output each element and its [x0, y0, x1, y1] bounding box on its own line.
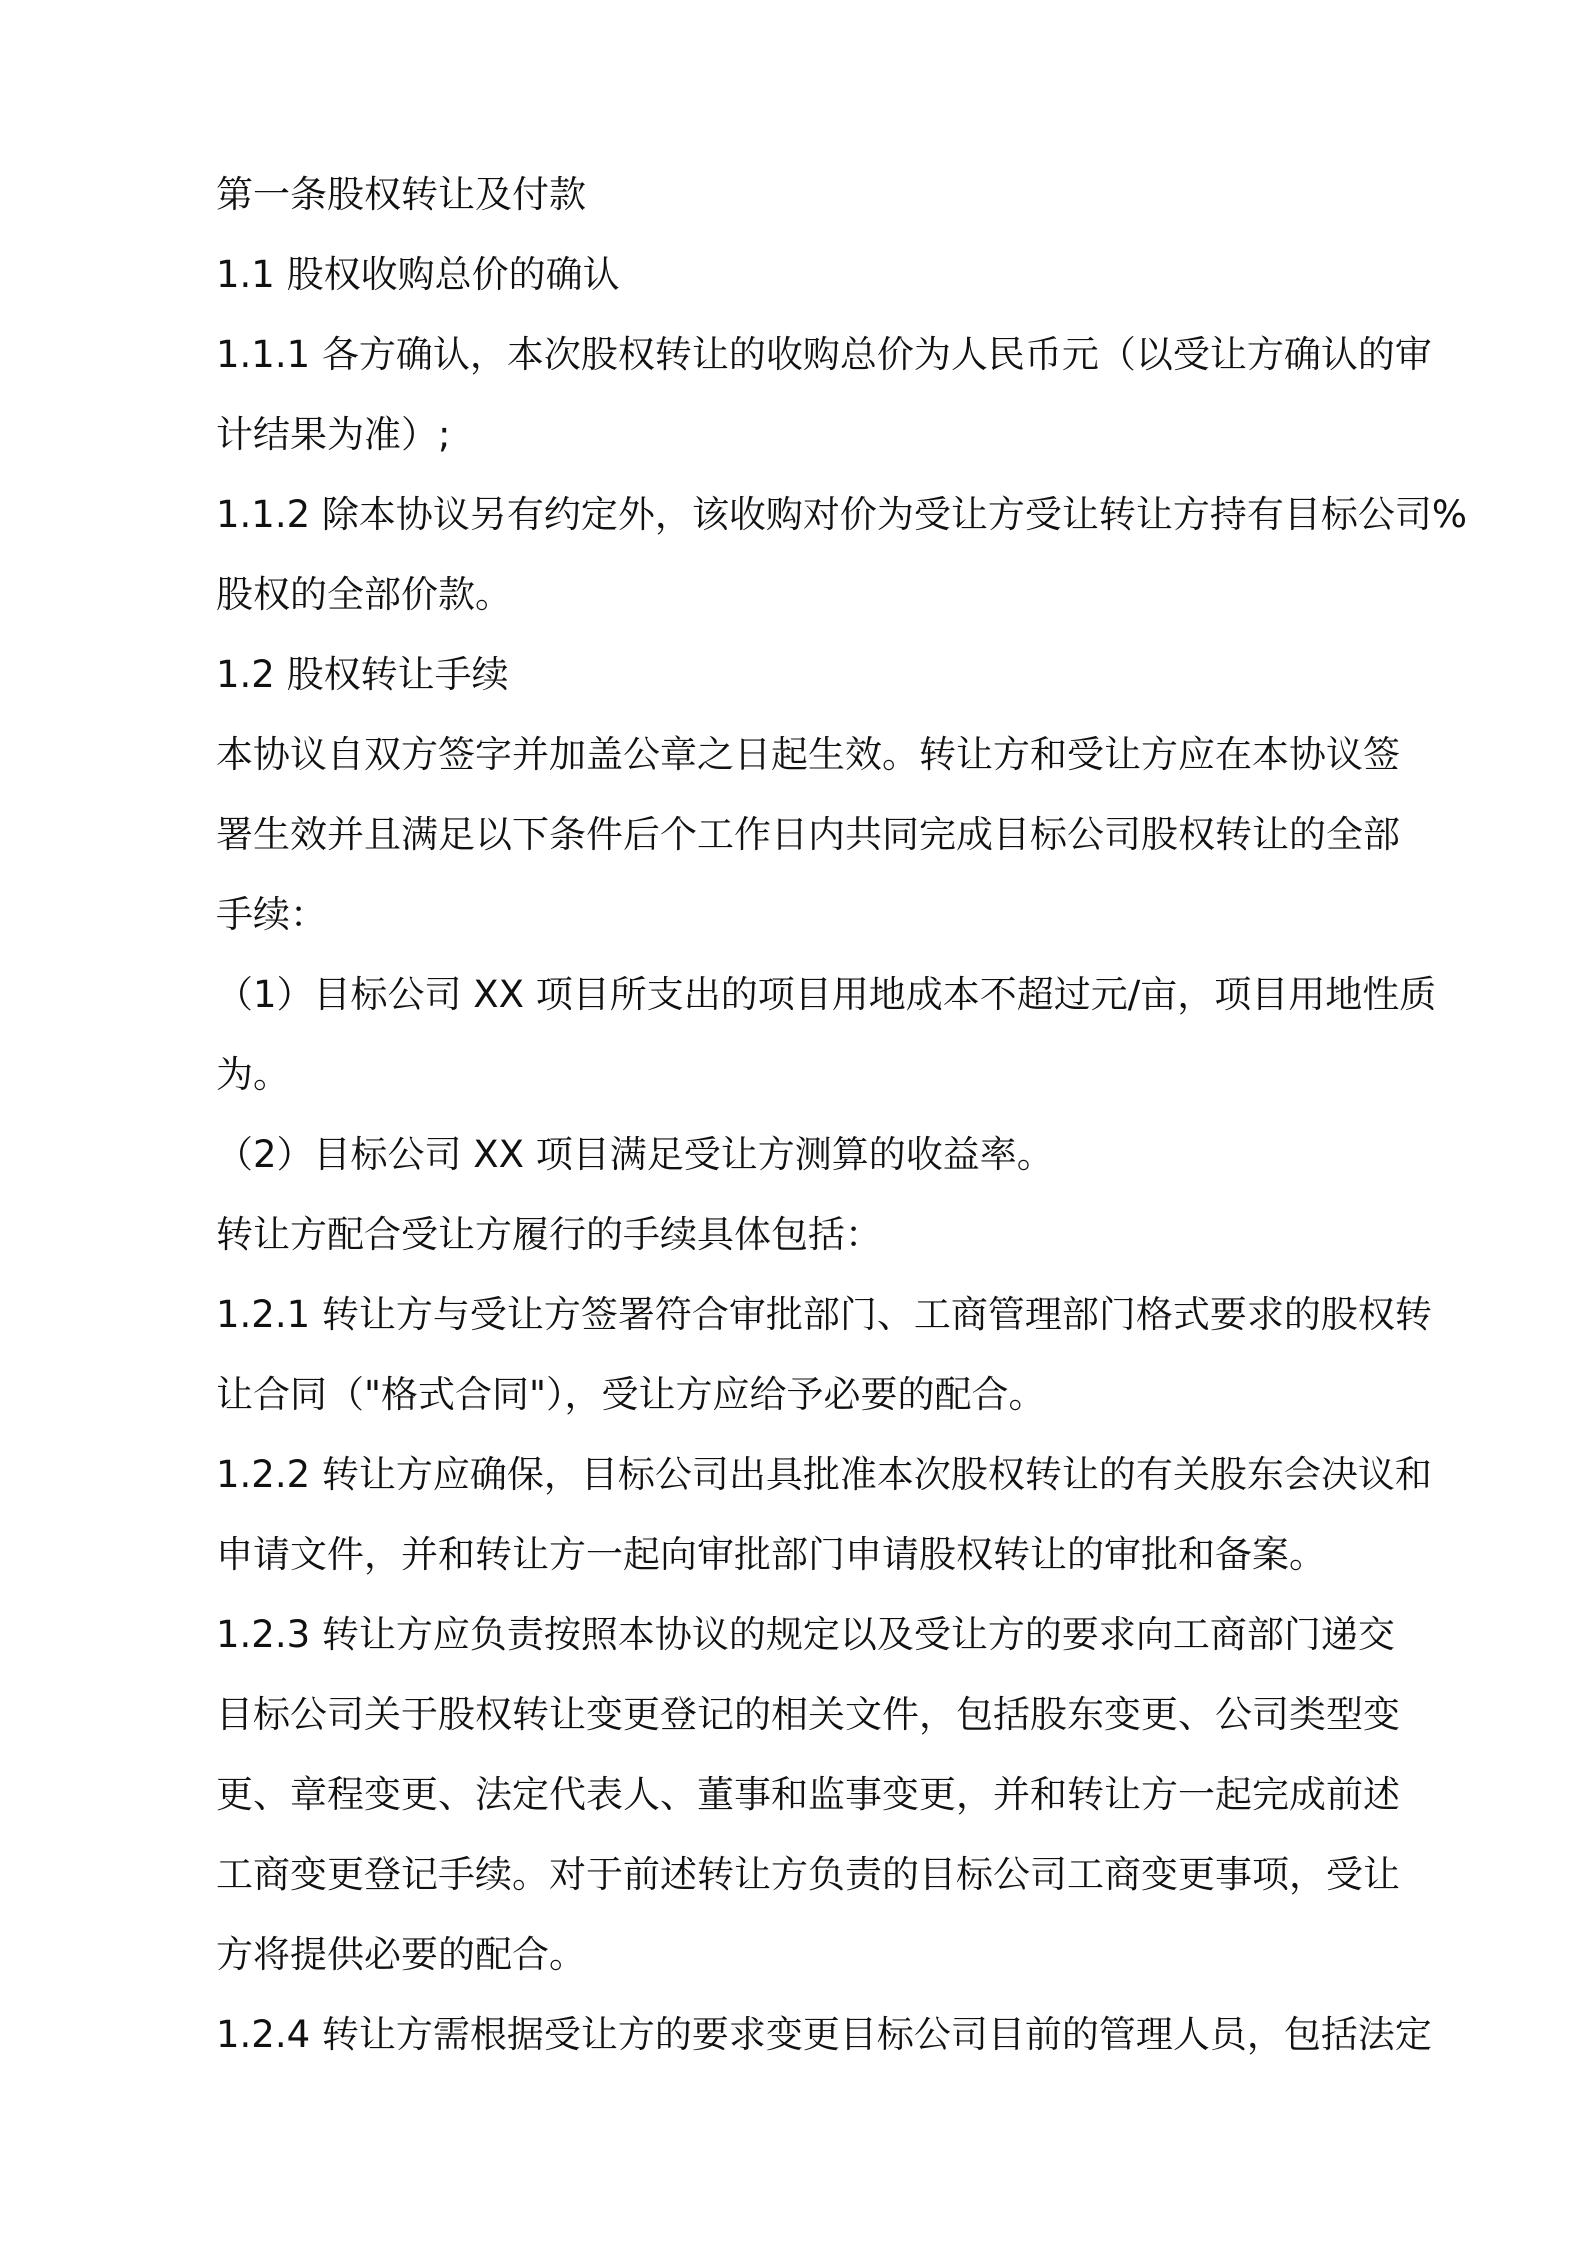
paragraph-line: 目标公司关于股权转让变更登记的相关文件，包括股东变更、公司类型变 [216, 1693, 1400, 1736]
paragraph-line: 1.1.1 各方确认，本次股权转让的收购总价为人民币元（以受让方确认的审 [216, 333, 1432, 376]
paragraph-line: 计结果为准）; [216, 413, 451, 456]
paragraph-line: 本协议自双方签字并加盖公章之日起生效。转让方和受让方应在本协议签 [216, 733, 1400, 776]
paragraph-line: 转让方配合受让方履行的手续具体包括： [216, 1213, 882, 1256]
paragraph-line: 1.1.2 除本协议另有约定外，该收购对价为受让方受让转让方持有目标公司% [216, 493, 1468, 536]
paragraph-line: 工商变更登记手续。对于前述转让方负责的目标公司工商变更事项，受让 [216, 1853, 1400, 1896]
list-item-line: （2）目标公司 XX 项目满足受让方测算的收益率。 [216, 1133, 1054, 1176]
list-item-line: 为。 [216, 1053, 290, 1096]
paragraph-line: 手续： [216, 893, 327, 936]
paragraph-line: 申请文件，并和转让方一起向审批部门申请股权转让的审批和备案。 [216, 1533, 1326, 1576]
paragraph-line: 让合同（"格式合同"），受让方应给予必要的配合。 [216, 1373, 1046, 1416]
paragraph-line: 方将提供必要的配合。 [216, 1933, 586, 1976]
list-item-line: （1）目标公司 XX 项目所支出的项目用地成本不超过元/亩，项目用地性质 [216, 973, 1437, 1016]
paragraph-line: 1.2.3 转让方应负责按照本协议的规定以及受让方的要求向工商部门递交 [216, 1613, 1395, 1656]
paragraph-line: 股权的全部价款。 [216, 573, 512, 616]
paragraph-line: 1.2.4 转让方需根据受让方的要求变更目标公司目前的管理人员，包括法定 [216, 2013, 1432, 2056]
paragraph-line: 1.2.2 转让方应确保，目标公司出具批准本次股权转让的有关股东会决议和 [216, 1453, 1432, 1496]
paragraph-line: 1.2.1 转让方与受让方签署符合审批部门、工商管理部门格式要求的股权转 [216, 1293, 1432, 1336]
section-heading: 1.2 股权转让手续 [216, 653, 509, 696]
paragraph-line: 署生效并且满足以下条件后个工作日内共同完成目标公司股权转让的全部 [216, 813, 1400, 856]
section-heading: 1.1 股权收购总价的确认 [216, 253, 620, 296]
article-heading: 第一条股权转让及付款 [216, 173, 586, 216]
paragraph-line: 更、章程变更、法定代表人、董事和监事变更，并和转让方一起完成前述 [216, 1773, 1400, 1816]
